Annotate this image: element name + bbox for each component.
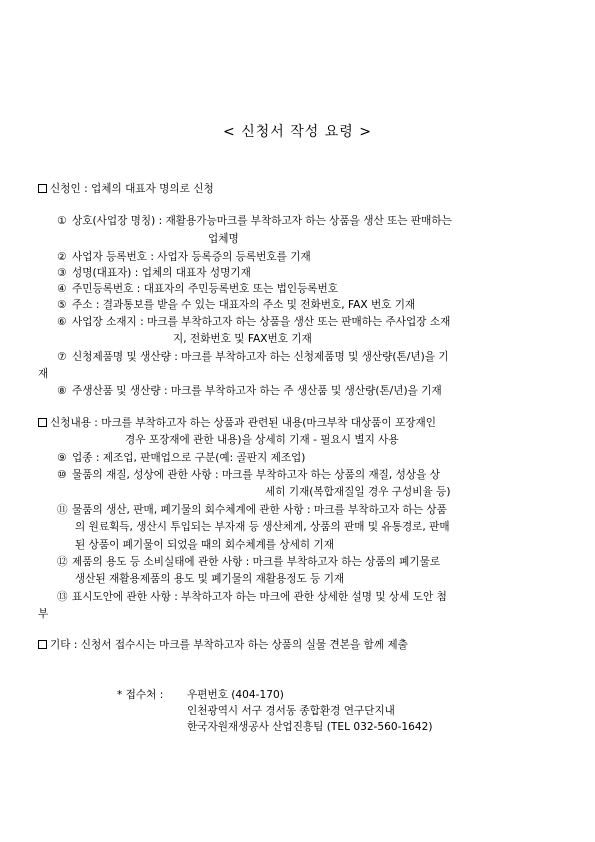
list-item: ⑬ 표시도안에 관한 사항 : 부착하고자 하는 마크에 관한 상세한 설명 및 상세 도안 첨 [57,591,447,603]
contact-postal: 우편번호 (404-170) [187,689,284,701]
list-item-continuation: 세히 기재(복합재질일 경우 구성비율 등) [265,486,451,498]
contact-label: * 접수처 : [117,689,164,701]
list-item: ⑫ 제품의 용도 등 소비실태에 관한 사항 : 마크를 부착하고자 하는 상품의 폐기물로 [57,556,441,568]
list-item-continuation: 의 원료획득, 생산시 투입되는 부자재 등 생산체계, 상품의 판매 및 유통경로, 판매 [75,521,450,533]
list-item: ⑦ 신청제품명 및 생산량 : 마크를 부착하고자 하는 신청제품명 및 생산량(톤/년)을 기 [57,351,449,363]
list-item: ⑥ 사업장 소재지 : 마크를 부착하고자 하는 상품을 생산 또는 판매하는 주사업장 소재 [57,316,451,328]
section-other-heading: 기타 : 신청서 접수시는 마크를 부착하고자 하는 상품의 실물 견본을 함께 제출 [38,637,408,652]
list-item-continuation: 지, 전화번호 및 FAX번호 기재 [173,333,312,345]
checkbox-square-icon [38,418,47,427]
list-item: ② 사업자 등록번호 : 사업자 등록증의 등록번호를 기재 [57,251,311,263]
list-item: ⑪ 물품의 생산, 판매, 폐기물의 회수체계에 관한 사항 : 마크를 부착하고자 하는 상품 [57,504,447,516]
list-item-continuation: 재 [38,368,49,380]
list-item-continuation: 업체명 [208,233,239,245]
section-content-heading-continuation: 경우 포장재에 관한 내용)을 상세히 기재 - 필요시 별지 사용 [125,434,399,446]
list-item: ④ 주민등록번호 : 대표자의 주민등록번호 또는 법인등록번호 [57,283,339,295]
list-item: ⑧ 주생산품 및 생산량 : 마크를 부착하고자 하는 주 생산품 및 생산량(톤/년)을 기재 [57,385,442,397]
contact-organization-phone: 한국자원재생공사 산업진흥팀 (TEL 032-560-1642) [187,721,433,733]
checkbox-square-icon [38,640,47,649]
contact-address: 인천광역시 서구 경서동 종합환경 연구단지내 [187,705,395,717]
checkbox-square-icon [38,184,47,193]
list-item: ① 상호(사업장 명칭) : 재활용가능마크를 부착하고자 하는 상품을 생산 또는 판매하는 [57,215,452,227]
section-applicant-heading: 신청인 : 업체의 대표자 명의로 신청 [38,181,214,196]
list-item: ⑩ 물품의 재질, 성상에 관한 사항 : 마크를 부착하고자 하는 상품의 재질, 성상을 상 [57,469,440,481]
section-content-heading: 신청내용 : 마크를 부착하고자 하는 상품과 관련된 내용(마크부착 대상품이 포장재인 [38,415,436,430]
list-item-continuation: 된 상품이 폐기물이 되었을 때의 회수체계를 상세히 기재 [75,539,334,551]
list-item: ⑤ 주소 : 결과통보를 받을 수 있는 대표자의 주소 및 전화번호, FAX 번호 기재 [57,299,416,311]
list-item-continuation: 부 [38,608,49,620]
list-item: ⑨ 업종 : 제조업, 판매업으로 구분(예: 골판지 제조업) [57,452,306,464]
page-title: < 신청서 작성 요령 > [223,124,372,140]
list-item-continuation: 생산된 재활용제품의 용도 및 폐기물의 재활용정도 등 기재 [75,573,345,585]
list-item: ③ 성명(대표자) : 업체의 대표자 성명기재 [57,267,251,279]
